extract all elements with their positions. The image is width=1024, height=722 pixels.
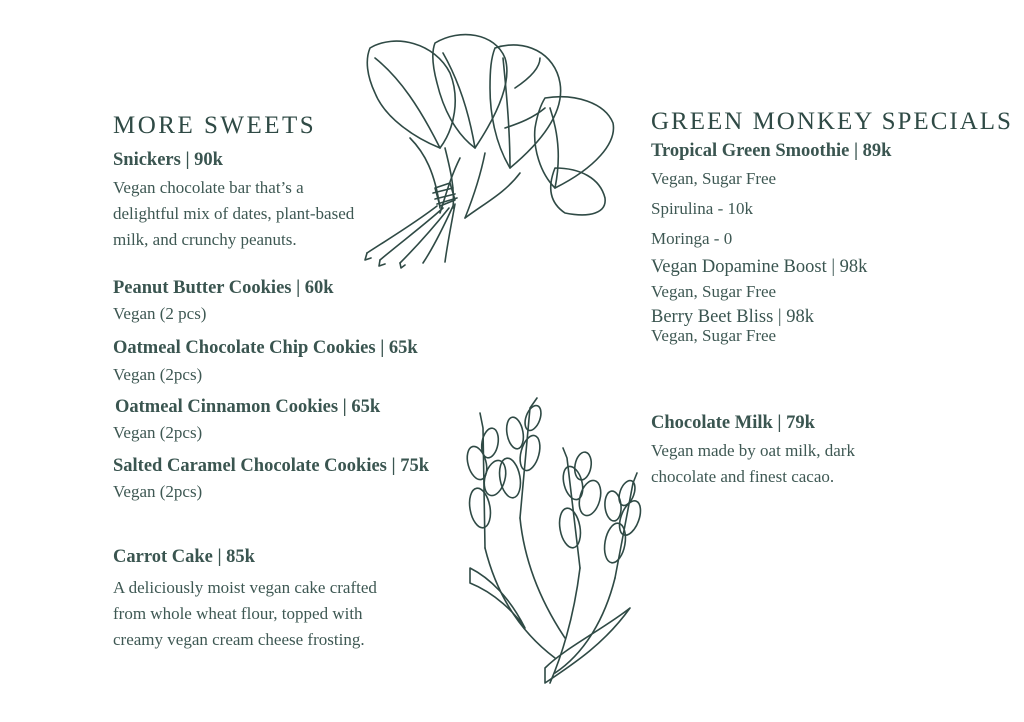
spinach-bunch-illustration: [355, 28, 625, 268]
berry-beet-bliss-desc: Vegan, Sugar Free: [651, 326, 777, 345]
oatmeal-cinnamon-cookies-desc: Vegan (2pcs): [113, 423, 203, 442]
oatmeal-cinnamon-cookies-name: Oatmeal Cinnamon Cookies | 65k: [115, 397, 381, 417]
tropical-green-smoothie-name: Tropical Green Smoothie | 89k: [651, 141, 892, 161]
vegan-dopamine-boost-name: Vegan Dopamine Boost | 98k: [651, 257, 868, 277]
oatmeal-chocolate-chip-cookies-name: Oatmeal Chocolate Chip Cookies | 65k: [113, 338, 418, 358]
berry-beet-bliss-name: Berry Beet Bliss | 98k: [651, 307, 814, 327]
more-sweets-title: MORE SWEETS: [113, 112, 317, 139]
addon-spirulina: Spirulina - 10k: [651, 199, 753, 218]
snickers-name: Snickers | 90k: [113, 150, 223, 170]
vegan-dopamine-boost-desc: Vegan, Sugar Free: [651, 282, 777, 301]
chocolate-milk-desc: Vegan made by oat milk, dark chocolate and finest cacao.: [651, 441, 855, 486]
peanut-butter-cookies-desc: Vegan (2 pcs): [113, 304, 207, 323]
carrot-cake-desc: A deliciously moist vegan cake crafted from whole wheat flour, topped with creamy vegan cream cheese frosting.: [113, 578, 377, 649]
peanut-butter-cookies-name: Peanut Butter Cookies | 60k: [113, 278, 334, 298]
chocolate-milk-name: Chocolate Milk | 79k: [651, 413, 815, 433]
oatmeal-chocolate-chip-cookies-desc: Vegan (2pcs): [113, 365, 203, 384]
snickers-desc: Vegan chocolate bar that’s a delightful mix of dates, plant-based milk, and crunchy peanuts.: [113, 178, 355, 249]
salted-caramel-cookies-name: Salted Caramel Chocolate Cookies | 75k: [113, 456, 429, 476]
tropical-green-smoothie-desc: Vegan, Sugar Free: [651, 169, 777, 188]
specials-title: GREEN MONKEY SPECIALS: [651, 108, 1013, 135]
carrot-cake-name: Carrot Cake | 85k: [113, 547, 255, 567]
salted-caramel-cookies-desc: Vegan (2pcs): [113, 482, 203, 501]
addon-moringa: Moringa - 0: [651, 229, 733, 248]
wheat-stalks-illustration: [455, 398, 655, 688]
